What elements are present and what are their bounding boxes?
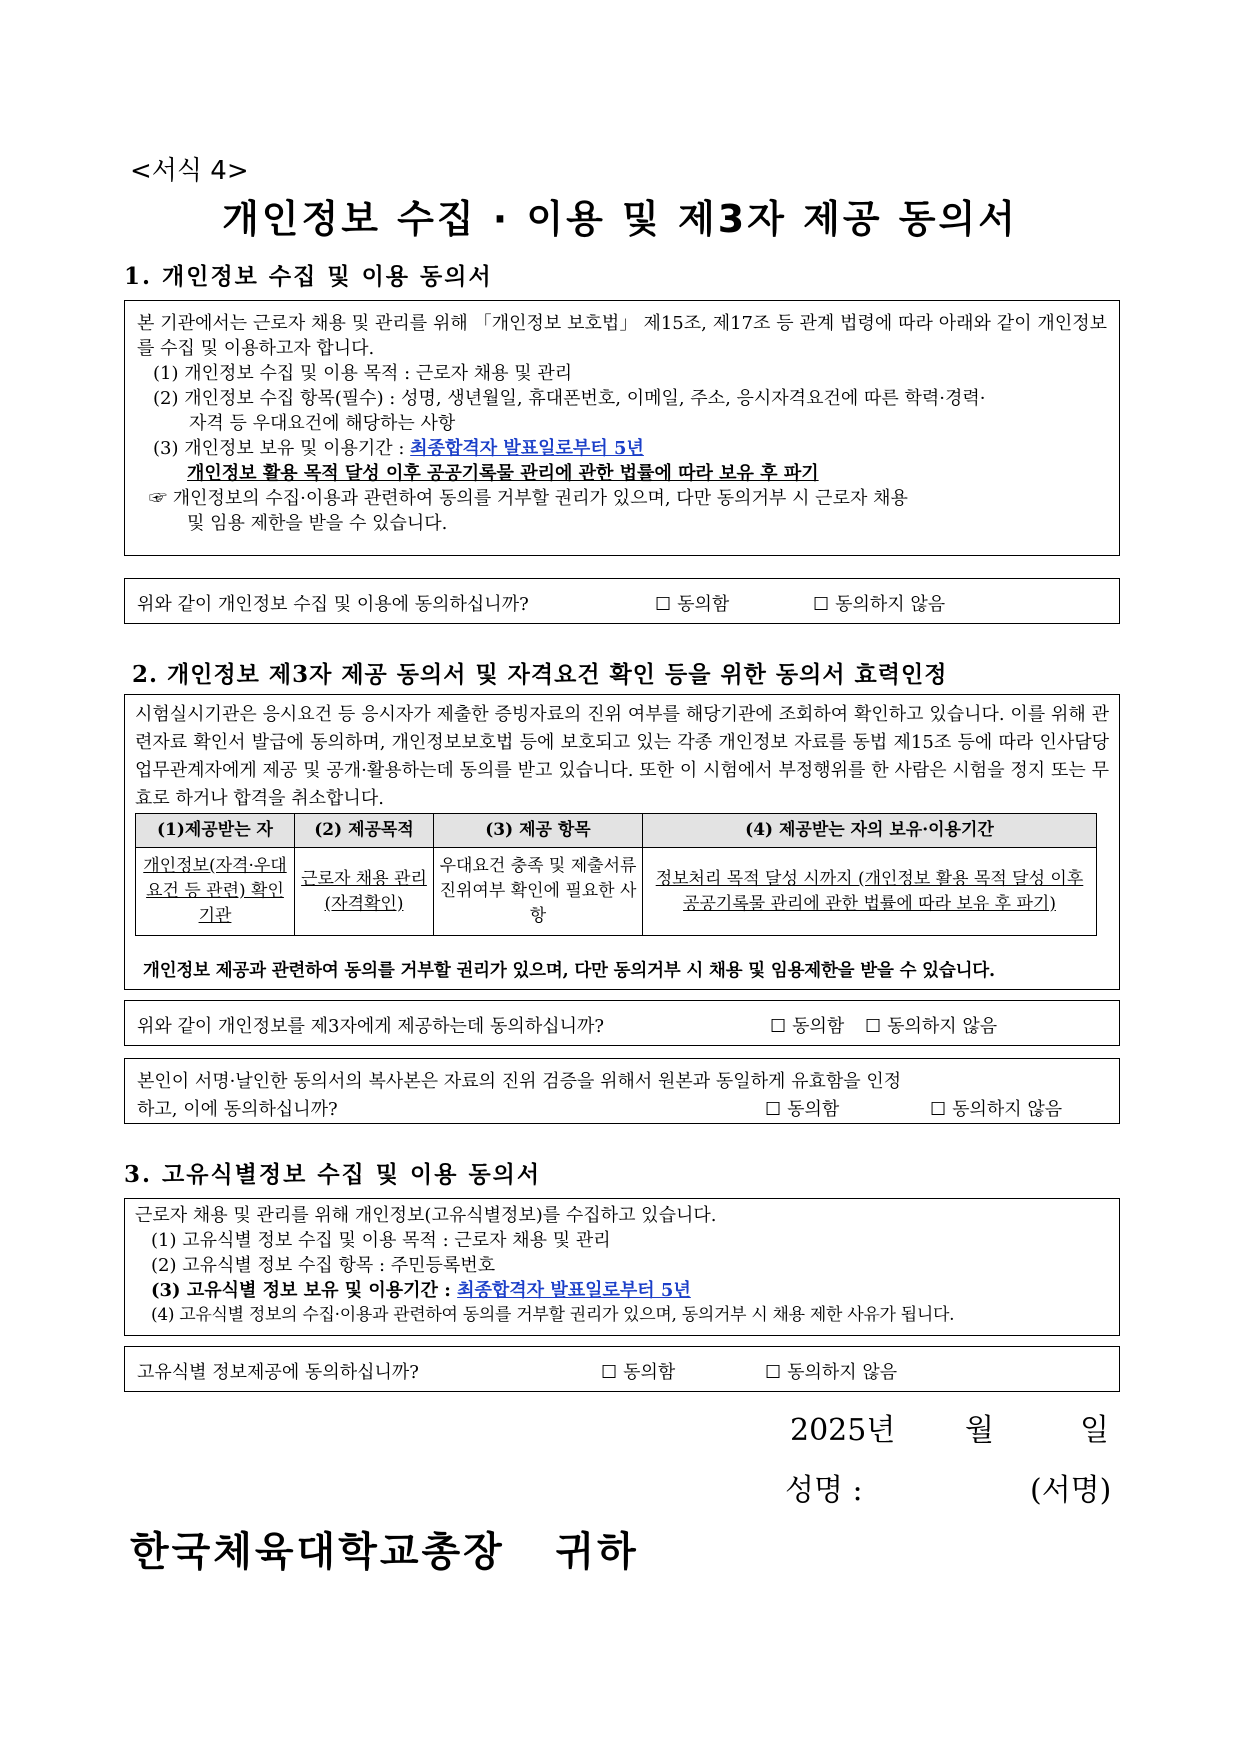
section2-question1: 위와 같이 개인정보를 제3자에게 제공하는데 동의하십니까? — [137, 1016, 605, 1037]
table-cell: 근로자 채용 관리 (자격확인) — [295, 848, 434, 936]
section2-q2-agree-checkbox[interactable] — [765, 1095, 839, 1121]
name-label: 성명 : — [785, 1473, 863, 1508]
agree-label: 동의함 — [623, 1362, 676, 1383]
agree-label: 동의함 — [677, 594, 730, 615]
section2-question2a: 본인이 서명·날인한 동의서의 복사본은 자료의 진위 검증을 위해서 원본과 동일하게 유효함을 인정 — [137, 1071, 902, 1092]
checkbox-icon: ☐ — [601, 1362, 618, 1383]
section1-item2a: (2) 개인정보 수집 항목(필수) : 성명, 생년월일, 휴대폰번호, 이메일, 주소, 응시자격요건에 따른 학력·경력· — [153, 388, 986, 409]
section3-retention-link[interactable]: 최종합격자 발표일로부터 5년 — [457, 1280, 691, 1301]
section2-consent-row-2 — [124, 1058, 1120, 1124]
section1-item3 — [137, 436, 1107, 461]
section1-item1: (1) 개인정보 수집 및 이용 목적 : 근로자 채용 및 관리 — [153, 363, 573, 384]
section3-item4: (4) 고유식별 정보의 수집·이용과 관련하여 동의를 거부할 권리가 있으며, 동의거부 시 채용 제한 사유가 됩니다. — [151, 1305, 955, 1325]
form-number-label: <서식 4> — [130, 156, 249, 186]
disagree-label: 동의하지 않음 — [952, 1099, 1063, 1120]
date-month: 월 — [965, 1413, 994, 1448]
section2-question2b: 하고, 이에 동의하십니까? — [137, 1099, 338, 1120]
agree-label: 동의함 — [792, 1016, 845, 1037]
section3-item3 — [135, 1278, 1109, 1303]
section1-notice-b: 및 임용 제한을 받을 수 있습니다. — [187, 513, 448, 534]
section2-q1-disagree-checkbox[interactable] — [865, 1012, 997, 1038]
section2-q1-agree-checkbox[interactable] — [770, 1012, 844, 1038]
section3-item2: (2) 고유식별 정보 수집 항목 : 주민등록번호 — [151, 1255, 496, 1276]
section2-box — [124, 694, 1120, 990]
checkbox-icon: ☐ — [655, 594, 672, 615]
date-year: 2025년 — [790, 1413, 896, 1448]
section1-agree-checkbox[interactable] — [655, 590, 729, 616]
table-cell: 개인정보(자격·우대요건 등 관련) 확인기관 — [136, 848, 295, 936]
checkbox-icon: ☐ — [930, 1099, 947, 1120]
checkbox-icon: ☐ — [765, 1362, 782, 1383]
disagree-label: 동의하지 않음 — [835, 594, 946, 615]
section2-notice: 개인정보 제공과 관련하여 동의를 거부할 권리가 있으며, 다만 동의거부 시 채용 및 임용제한을 받을 수 있습니다. — [143, 961, 995, 981]
section3-box — [124, 1198, 1120, 1336]
table-header: (3) 제공 항목 — [434, 814, 643, 848]
section1-intro: 본 기관에서는 근로자 채용 및 관리를 위해 「개인정보 보호법」 제15조, 제17조 등 관계 법령에 따라 아래와 같이 개인정보를 수집 및 이용하고자 합니다. — [137, 313, 1107, 359]
section1-consent-row — [124, 578, 1120, 624]
section1-disagree-checkbox[interactable] — [813, 590, 945, 616]
table-cell: 우대요건 충족 및 제출서류 진위여부 확인에 필요한 사항 — [434, 848, 643, 936]
section2-consent-row-1 — [124, 1000, 1120, 1046]
table-header: (1)제공받는 자 — [136, 814, 295, 848]
table-header: (4) 제공받는 자의 보유·이용기간 — [643, 814, 1097, 848]
section3-item3-label: (3) 고유식별 정보 보유 및 이용기간 : — [151, 1280, 458, 1301]
checkbox-icon: ☐ — [770, 1016, 787, 1037]
checkbox-icon: ☐ — [765, 1099, 782, 1120]
section3-consent-row — [124, 1346, 1120, 1392]
retention-period-link[interactable]: 최종합격자 발표일로부터 5년 — [410, 438, 644, 459]
table-header: (2) 제공목적 — [295, 814, 434, 848]
provision-table — [135, 813, 1097, 936]
section1-item2b: 자격 등 우대요건에 해당하는 사항 — [189, 413, 456, 434]
date-day: 일 — [1080, 1413, 1109, 1448]
section1-notice-a: ☞ 개인정보의 수집·이용과 관련하여 동의를 거부할 권리가 있으며, 다만 동의거부 시 근로자 채용 — [149, 488, 908, 509]
section3-question: 고유식별 정보제공에 동의하십니까? — [137, 1362, 419, 1383]
section2-q2-disagree-checkbox[interactable] — [930, 1095, 1062, 1121]
section1-question: 위와 같이 개인정보 수집 및 이용에 동의하십니까? — [137, 594, 529, 615]
section3-disagree-checkbox[interactable] — [765, 1358, 897, 1384]
section1-item3-label: (3) 개인정보 보유 및 이용기간 : — [153, 438, 411, 459]
section3-heading: 3. 고유식별정보 수집 및 이용 동의서 — [124, 1161, 542, 1188]
signature-label: (서명) — [1030, 1473, 1112, 1508]
agree-label: 동의함 — [787, 1099, 840, 1120]
section2-intro: 시험실시기관은 응시요건 등 응시자가 제출한 증빙자료의 진위 여부를 해당기관에 조회하여 확인하고 있습니다. 이를 위해 관련자료 확인서 발급에 동의하며, 개인정보보호법 등에 보호되고 있는 각종 개인정보 자료를 동법 제15조 등에 따라 인사담당 업무관계자에게 제공 및 공개·활용하는데 동의를 받고 있습니다. 또한 이 시험에서 부정행위를 한 사람은 시험을 정지 또는 무효로 하거나 합격을 취소합니다. — [135, 704, 1109, 809]
disagree-label: 동의하지 않음 — [887, 1016, 998, 1037]
table-cell: 정보처리 목적 달성 시까지 (개인정보 활용 목적 달성 이후 공공기록물 관리에 관한 법률에 따라 보유 후 파기) — [643, 848, 1097, 936]
section3-agree-checkbox[interactable] — [601, 1358, 675, 1384]
section3-item1: (1) 고유식별 정보 수집 및 이용 목적 : 근로자 채용 및 관리 — [151, 1230, 611, 1251]
section1-item3-note: 개인정보 활용 목적 달성 이후 공공기록물 관리에 관한 법률에 따라 보유 후 파기 — [187, 463, 819, 484]
checkbox-icon: ☐ — [865, 1016, 882, 1037]
section3-intro: 근로자 채용 및 관리를 위해 개인정보(고유식별정보)를 수집하고 있습니다. — [135, 1205, 717, 1226]
recipient-line: 한국체육대학교총장 귀하 — [130, 1528, 639, 1575]
section1-box — [124, 300, 1120, 556]
section1-heading: 1. 개인정보 수집 및 이용 동의서 — [124, 263, 493, 290]
disagree-label: 동의하지 않음 — [787, 1362, 898, 1383]
section2-heading: 2. 개인정보 제3자 제공 동의서 및 자격요건 확인 등을 위한 동의서 효력인정 — [132, 661, 948, 688]
checkbox-icon: ☐ — [813, 594, 830, 615]
document-title: 개인정보 수집 · 이용 및 제3자 제공 동의서 — [222, 197, 1018, 241]
